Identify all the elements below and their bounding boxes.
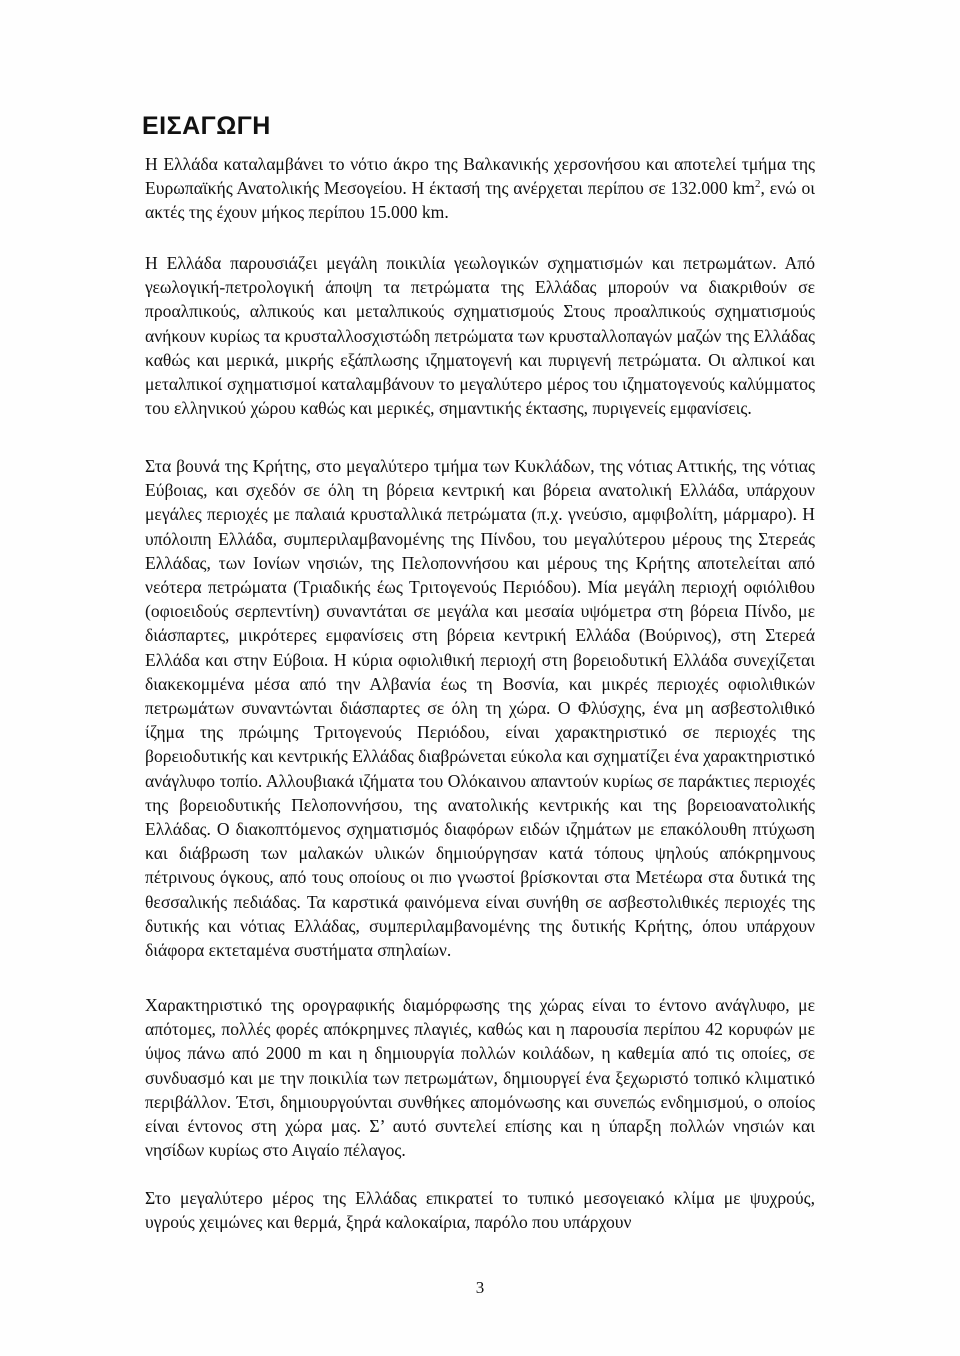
- paragraph-location: [145, 152, 815, 225]
- paragraph-location-text: Η Ελλάδα καταλαμβάνει το νότιο άκρο της Βαλκανικής χερσονήσου και αποτελεί τμήμα της Ευρωπαϊκής Ανατολικής Μεσογείου. Η έκτασή της ανέρχεται περίπου σε 132.000 km: [145, 154, 815, 199]
- paragraph-location-text-end: , ενώ οι ακτές της έχουν μήκος περίπου 15.000 km.: [145, 178, 815, 223]
- section-heading: ΕΙΣΑΓΩΓΗ: [142, 112, 271, 140]
- paragraph-climate: Στο μεγαλύτερο μέρος της Ελλάδας επικρατεί το τυπικό μεσογειακό κλίμα με ψυχρούς, υγρούς χειμώνες και θερμά, ξηρά καλοκαίρια, παρόλο που υπάρχουν: [145, 1188, 815, 1233]
- page-number: 3: [475, 1278, 485, 1297]
- paragraph-mountains: Στα βουνά της Κρήτης, στο μεγαλύτερο τμήμα των Κυκλάδων, της νότιας Αττικής, της νότιας Εύβοιας, και σχεδόν σε όλη τη βόρεια κεντρική και βόρεια ανατολική Ελλάδα, υπάρχουν μεγάλες περιοχές με παλαιά κρυσταλλικά πετρώματα (π.χ. γνεύσιο, αμφιβολίτη, μάρμαρο). Η υπόλοιπη Ελλάδα, συμπεριλαμβανομένης της Πίνδου, του μεγαλύτερου μέρους της Στερεάς Ελλάδας, των Ιονίων νησιών, της Πελοποννήσου και μέρους της Κρήτης αποτελείται από νεότερα πετρώματα (Τριαδικής έως Τριτογενούς Περιόδου). Μία μεγάλη περιοχή οφιόλιθου (οφιοειδούς σερπεντίνη) συναντάται σε μεγάλα και μεσαία υψόμετρα στη βόρεια Πίνδο, με διάσπαρτες, μικρότερες εμφανίσεις στη βόρεια κεντρική Ελλάδα (Βούρινος), στη Στερεά Ελλάδα και στην Εύβοια. Η κύρια οφιολιθική περιοχή στη βορειοδυτική Ελλάδα συνεχίζεται διακεκομμένα μέσα από την Αλβανία έως τη Βοσνία, και μικρές περιοχές οφιολιθικών πετρωμάτων συναντώνται διάσπαρτες σε όλη τη χώρα. Ο Φλύσχης, ένα μη ασβεστολιθικό ίζημα της πρώιμης Τριτογενούς Περιόδου, είναι χαρακτηριστικό σε περιοχές της βορειοδυτικής και κεντρικής Ελλάδας διαβρώνεται εύκολα και σχηματίζει ένα χαρακτηριστικό ανάγλυφο τοπίο. Αλλουβιακά ιζήματα του Ολόκαινου απαντούν κυρίως σε παράκτιες περιοχές της βορειοδυτικής Πελοποννήσου, της ανατολικής κεντρικής και της βορειοανατολικής Ελλάδας. Ο διακοπτόμενος σχηματισμός διαφόρων ειδών ιζημάτων με επακόλουθη πτύχωση και διάβρωση των μαλακών υλικών δημιούργησαν κατά τόπους ψηλούς απόκρημνους πέτρινους όγκους, από τους οποίους οι πιο γνωστοί βρίσκονται στα Μετέωρα στα δυτικά της θεσσαλικής πεδιάδας. Τα καρστικά φαινόμενα είναι συνήθη σε ασβεστολιθικές περιοχές της δυτικής και νότιας Ελλάδας, συμπεριλαμβανομένης της δυτικής Κρήτης, όπου υπάρχουν διάφορα εκτεταμένα συστήματα σπηλαίων.: [145, 456, 815, 961]
- paragraph-orography: Χαρακτηριστικό της ορογραφικής διαμόρφωσης της χώρας είναι το έντονο ανάγλυφο, με απότομες, πολλές φορές απόκρημνες πλαγιές, καθώς και η παρουσία περίπου 42 κορυφών με ύψος πάνω από 2000 m και η δημιουργία πολλών κοιλάδων, η καθεμία από τις οποίες, σε συνδυασμό και με την ποικιλία των πετρωμάτων, δημιουργεί ένα ξεχωριστό τοπικό κλιματικό περιβάλλον. Έτσι, δημιουργούνται συνθήκες απομόνωσης και συνεπώς ενδημισμού, ο οποίος είναι έντονος στη χώρα μας. Σ’ αυτό συντελεί επίσης και η ύπαρξη πολλών νησιών και νησίδων κυρίως στο Αιγαίο πέλαγος.: [145, 995, 815, 1161]
- paragraph-geology: Η Ελλάδα παρουσιάζει μεγάλη ποικιλία γεωλογικών σχηματισμών και πετρωμάτων. Από γεωλογική-πετρολογική άποψη τα πετρώματα της Ελλάδας μπορούν να διακριθούν σε προαλπικούς, αλπικούς και μεταλπικούς σχηματισμούς Στους προαλπικούς σχηματισμούς ανήκουν κυρίως τα κρυσταλλοσχιστώδη πετρώματα των κρυσταλλοπαγών μαζών της Ελλάδας καθώς και μερικά, μικρής εξάπλωσης ιζηματογενή και πυριγενή πετρώματα. Οι αλπικοί και μεταλπικοί σχηματισμοί καταλαμβάνουν το μεγαλύτερο μέρος του ιζηματογενούς καλύμματος του ελληνικού χώρου καθώς και μερικές, σημαντικής έκτασης, πυριγενείς εμφανίσεις.: [145, 253, 815, 419]
- superscript-squared: 2: [754, 178, 761, 191]
